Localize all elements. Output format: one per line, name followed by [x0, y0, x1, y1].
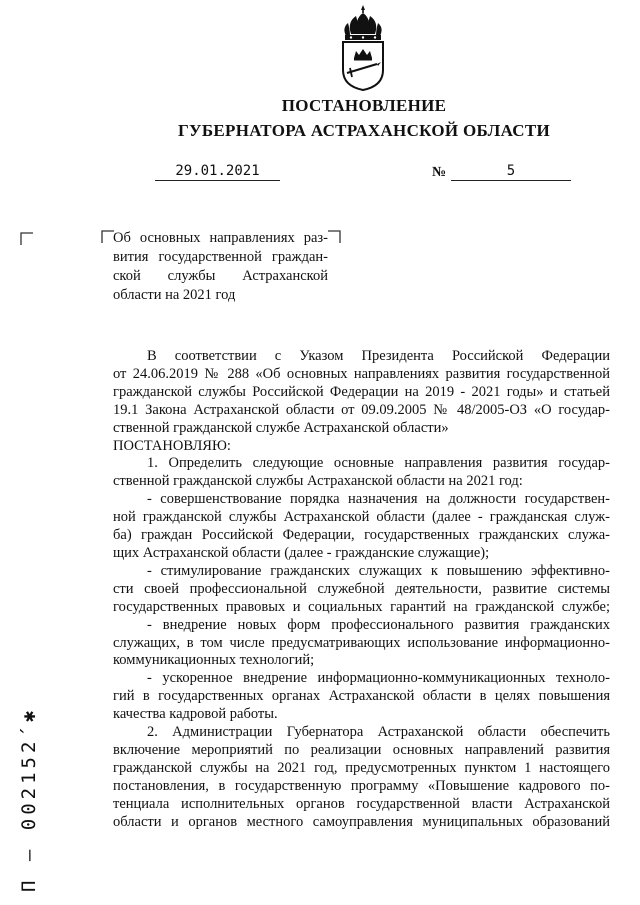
subject-line: области на 2021 год	[113, 287, 236, 303]
body-line: - стимулирование гражданских служащих к повышению эффективно-	[147, 562, 610, 579]
body-line: государственных правовых и социальных гарантий на гражданской службе;	[113, 598, 610, 615]
body-line: коммуникационных технологий;	[113, 652, 315, 669]
body-line: щих Астраханской области (далее - гражданские служащие);	[113, 544, 490, 561]
subject-line: вития государственной граждан-	[113, 249, 328, 265]
body-line: 2. Администрации Губернатора Астраханской области обеспечить	[147, 724, 610, 741]
body-line: служащих, в том числе предусматривающих использование информационно-	[113, 634, 610, 651]
body-line: постановления, в государственную программу «Повышение кадрового по-	[113, 777, 610, 794]
body-line: включение мероприятий по реализации основных направлений развития	[113, 741, 610, 758]
body-line: области и органов местного самоуправления муниципальных образований	[113, 813, 610, 830]
margin-corner-mark	[20, 232, 34, 246]
body-line: 19.1 Закона Астраханской области от 09.09.2005 № 48/2005-ОЗ «О государ-	[113, 401, 610, 418]
body-line: ной гражданской службы Астраханской области (далее - гражданская служ-	[113, 509, 610, 526]
body-line: - совершенствование порядка назначения на должности государствен-	[147, 491, 610, 508]
side-serial-number: П – 002152´✱	[18, 706, 40, 892]
body-line: ственной гражданской службы Астраханской области на 2021 год:	[113, 473, 523, 490]
body-line: гражданской службы Российской Федерации на 2019 - 2021 годы» и статьей	[113, 383, 610, 400]
body-line: ба) граждан Российской Федерации, государственных гражданских служа-	[113, 527, 610, 544]
subject-line: ской службы Астраханской	[113, 268, 328, 284]
body-line: качества кадровой работы.	[113, 706, 278, 723]
body-line: гражданской службы на 2021 год, предусмотренных пунктом 1 настоящего	[113, 759, 610, 776]
body-line: тенциала исполнительных органов государственной власти Астраханской	[113, 795, 610, 812]
body-line: ПОСТАНОВЛЯЮ:	[113, 437, 231, 454]
body-line: В соответствии с Указом Президента Российской Федерации	[147, 348, 610, 364]
astrakhan-coat-of-arms-icon	[337, 4, 389, 92]
document-number: 5	[451, 163, 571, 181]
body-line: гий в государственных органах Астраханской области в целях повышения	[113, 688, 610, 705]
body-line: сти своей профессиональной служебной деятельности, развитие системы	[113, 580, 610, 597]
body-line: от 24.06.2019 № 288 «Об основных направлениях развития государственной	[113, 365, 610, 382]
body-line: ственной гражданской службе Астраханской области»	[113, 419, 449, 436]
subject-line: Об основных направлениях раз-	[113, 230, 328, 246]
document-title-line1: ПОСТАНОВЛЕНИЕ	[281, 96, 447, 115]
subject-corner-right-mark	[327, 230, 341, 244]
document-subject	[113, 229, 328, 305]
body-line: - внедрение новых форм профессионального развития гражданских	[147, 616, 610, 633]
number-sign: №	[432, 165, 447, 180]
document-date: 29.01.2021	[155, 163, 280, 181]
body-line: - ускоренное внедрение информационно-коммуникационных техноло-	[147, 670, 610, 687]
body-line: 1. Определить следующие основные направления развития государ-	[147, 455, 610, 472]
document-body	[113, 348, 610, 831]
document-title-line2: ГУБЕРНАТОРА АСТРАХАНСКОЙ ОБЛАСТИ	[177, 121, 551, 140]
